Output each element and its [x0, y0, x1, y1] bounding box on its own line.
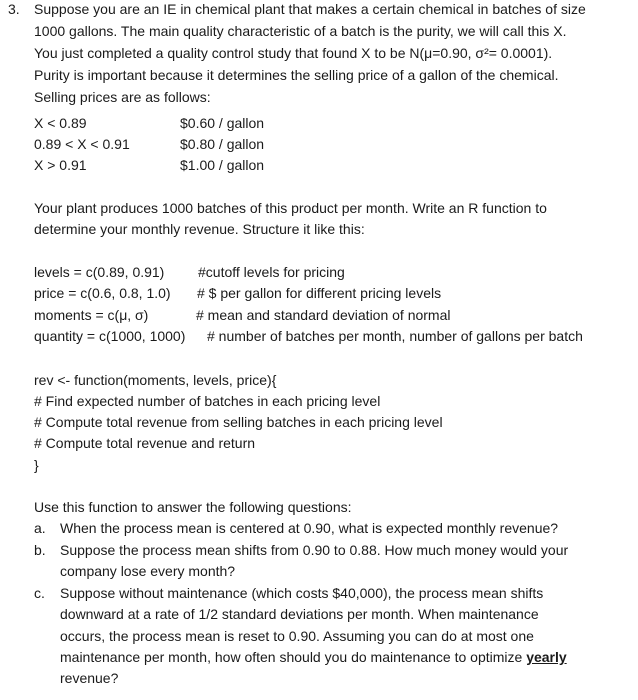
code-comment: # $ per gallon for different pricing levels [197, 285, 442, 301]
code-var: levels = c(0.89, 0.91) [34, 264, 165, 280]
code-comment: # mean and standard deviation of normal [196, 307, 451, 323]
code-comment: #cutoff levels for pricing [198, 264, 345, 280]
question-line: When the process mean is centered at 0.90, what is expected monthly revenue? [60, 520, 559, 536]
code-var: quantity = c(1000, 1000) [34, 328, 186, 344]
question-line-text: maintenance per month, how often should you do maintenance to optimize [60, 649, 527, 665]
intro-line: Purity is important because it determines the selling price of a gallon of the chemical. [34, 67, 559, 83]
intro-line: Suppose you are an IE in chemical plant that makes a certain chemical in batches of size [34, 1, 586, 17]
question-line [60, 647, 567, 667]
price-range: X < 0.89 [34, 115, 87, 131]
price-value: $0.80 / gallon [180, 136, 265, 152]
code-var: price = c(0.6, 0.8, 1.0) [34, 285, 171, 301]
question-line: Suppose without maintenance (which costs $40,000), the process mean shifts [60, 585, 544, 601]
code-comment: # number of batches per month, number of gallons per batch [207, 328, 583, 344]
question-letter: a. [34, 520, 46, 536]
code-line: } [34, 457, 39, 473]
intro-line: You just completed a quality control study that found X to be N(μ=0.90, σ²= 0.0001). [34, 45, 553, 61]
code-line: rev <- function(moments, levels, price){ [34, 372, 277, 388]
problem-number: 3. [8, 1, 20, 17]
price-value: $0.60 / gallon [180, 115, 265, 131]
task-line: determine your monthly revenue. Structure it like this: [34, 221, 365, 237]
question-line: revenue? [60, 670, 119, 686]
questions-intro: Use this function to answer the following questions: [34, 499, 352, 515]
task-line: Your plant produces 1000 batches of this product per month. Write an R function to [34, 200, 547, 216]
price-range: 0.89 < X < 0.91 [34, 136, 130, 152]
intro-line: Selling prices are as follows: [34, 89, 211, 105]
question-line: occurs, the process mean is reset to 0.90. Assuming you can do at most one [60, 628, 534, 644]
price-value: $1.00 / gallon [180, 157, 265, 173]
question-letter: b. [34, 542, 46, 558]
question-line: Suppose the process mean shifts from 0.90 to 0.88. How much money would your [60, 542, 569, 558]
code-line: # Compute total revenue and return [34, 435, 256, 451]
intro-line: 1000 gallons. The main quality characteristic of a batch is the purity, we will call this X. [34, 23, 567, 39]
code-var: moments = c(μ, σ) [34, 307, 149, 323]
question-letter: c. [34, 585, 45, 601]
question-line: downward at a rate of 1/2 standard deviations per month. When maintenance [60, 606, 539, 622]
code-line: # Find expected number of batches in each pricing level [34, 393, 381, 409]
price-range: X > 0.91 [34, 157, 87, 173]
code-line: # Compute total revenue from selling batches in each pricing level [34, 414, 443, 430]
emphasis-yearly: yearly [526, 649, 567, 665]
question-line: company lose every month? [60, 563, 236, 579]
